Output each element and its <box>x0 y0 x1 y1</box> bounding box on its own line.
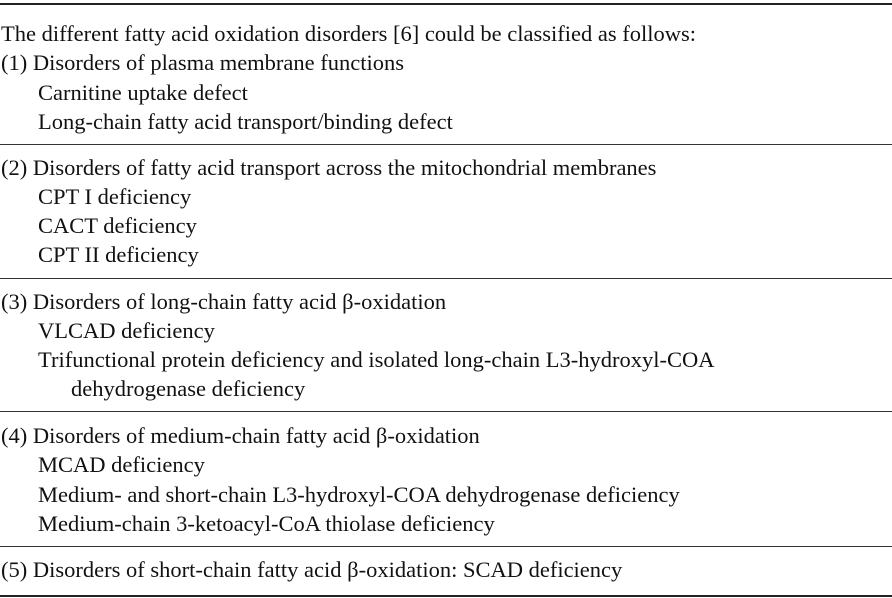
section-divider <box>0 546 892 547</box>
group-item: Medium-chain 3-ketoacyl-CoA thiolase deficiency <box>38 511 495 536</box>
group-heading-2: (2) Disorders of fatty acid transport across the mitochondrial membranes <box>1 155 657 180</box>
group-item: Long-chain fatty acid transport/binding defect <box>38 109 453 134</box>
group-heading-1: (1) Disorders of plasma membrane functions <box>1 50 405 75</box>
group-heading-3: (3) Disorders of long-chain fatty acid β-oxidation <box>1 289 447 314</box>
section-divider <box>0 278 892 279</box>
group-heading-4: (4) Disorders of medium-chain fatty acid β-oxidation <box>1 423 480 448</box>
group-item: CPT II deficiency <box>38 242 199 267</box>
top-rule <box>0 3 892 5</box>
group-item: Carnitine uptake defect <box>38 80 248 105</box>
intro-text: The different fatty acid oxidation disorders [6] could be classified as follows: <box>1 21 697 46</box>
group-item-continuation: dehydrogenase deficiency <box>71 376 306 401</box>
bottom-rule <box>0 595 892 597</box>
group-item: Trifunctional protein deficiency and isolated long-chain L3-hydroxyl-COA <box>38 347 715 372</box>
group-item: CPT I deficiency <box>38 184 192 209</box>
group-heading-5: (5) Disorders of short-chain fatty acid β-oxidation: SCAD deficiency <box>1 557 623 582</box>
section-divider <box>0 411 892 412</box>
group-item: CACT deficiency <box>38 213 197 238</box>
group-item: VLCAD deficiency <box>38 318 215 343</box>
group-item: MCAD deficiency <box>38 452 205 477</box>
section-divider <box>0 144 892 145</box>
group-item: Medium- and short-chain L3-hydroxyl-COA dehydrogenase deficiency <box>38 482 680 507</box>
